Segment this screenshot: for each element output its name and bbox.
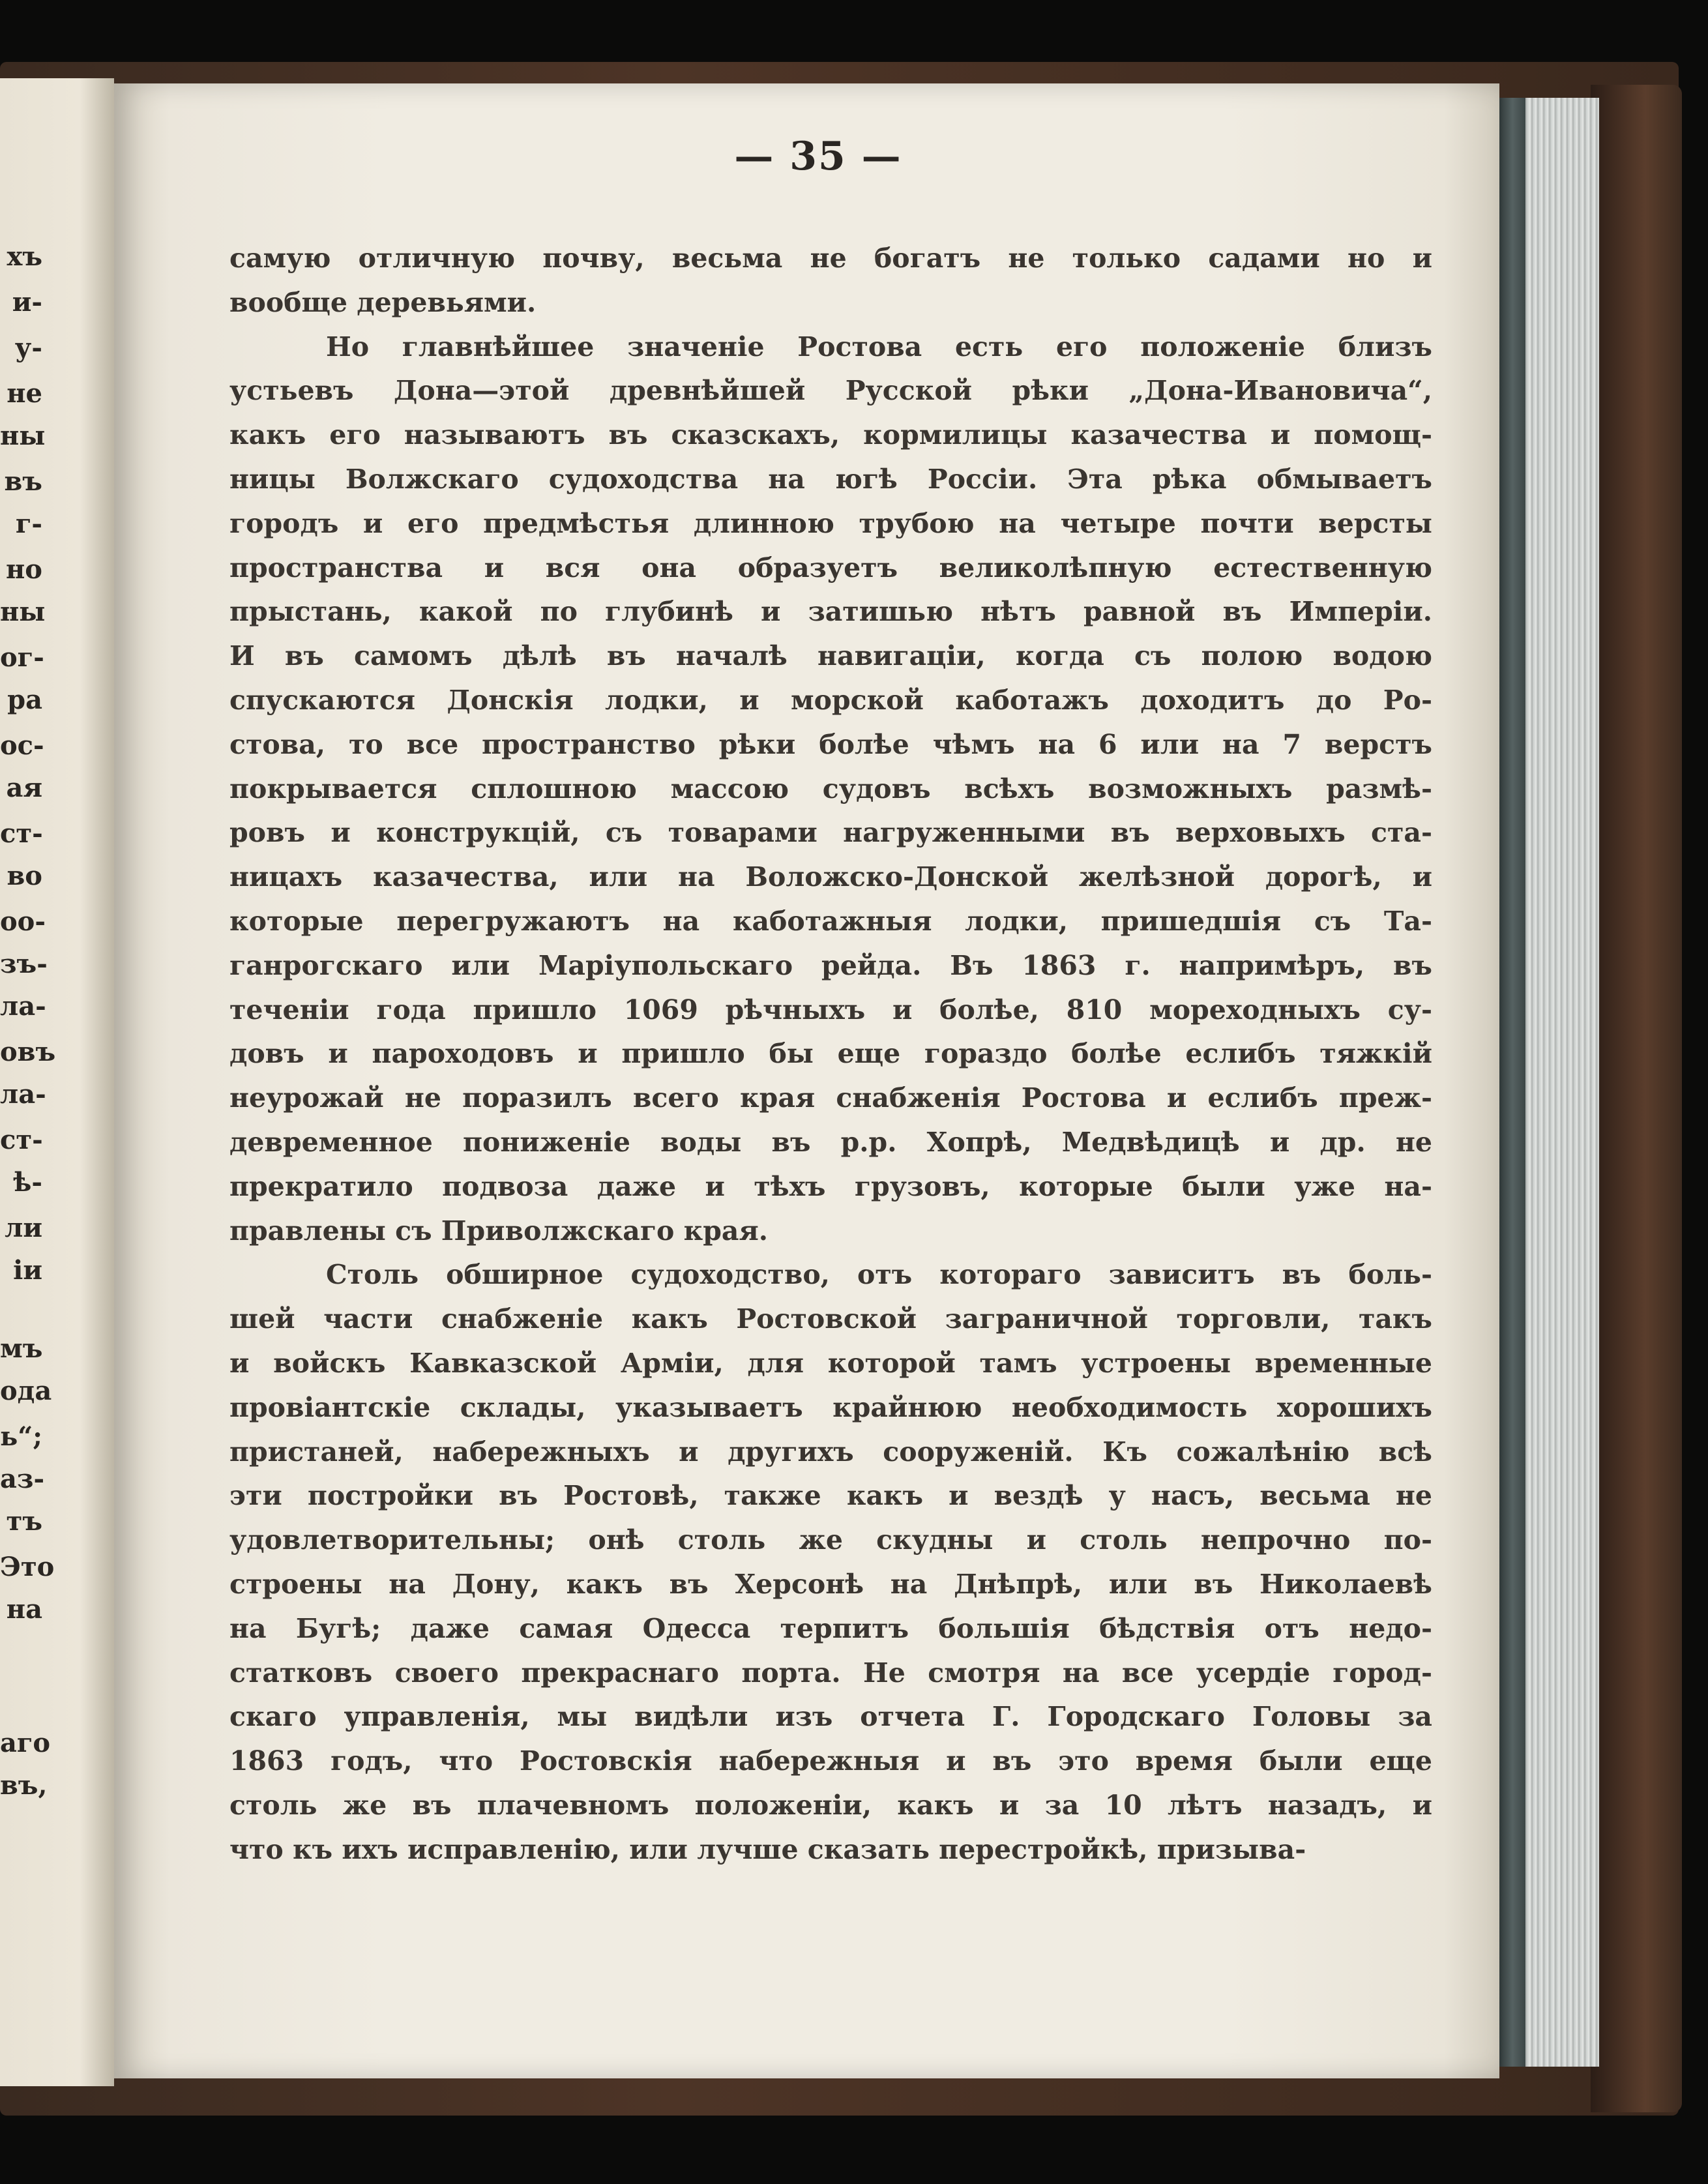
previous-page-line-fragment: мъ xyxy=(0,1333,43,1364)
previous-page-fragment xyxy=(0,78,114,2086)
previous-page-line-fragment: аз- xyxy=(0,1464,45,1494)
text-line: девременное пониженіе воды въ р.р. Хопрѣ, Медвѣдицѣ и др. не xyxy=(229,1127,1432,1158)
text-line: Но главнѣйшее значеніе Ростова есть его положеніе близъ xyxy=(326,331,1432,362)
text-line: и войскъ Кавказской Арміи, для которой тамъ устроены временные xyxy=(229,1348,1432,1379)
text-line: прыстань, какой по глубинѣ и затишью нѣтъ равной въ Имперіи. xyxy=(229,596,1432,627)
previous-page-line-fragment: но xyxy=(6,554,42,585)
text-line: вообще деревьями. xyxy=(229,287,537,318)
previous-page-line-fragment: ода xyxy=(0,1376,52,1406)
text-line: статковъ своего прекраснаго порта. Не смотря на все усердіе город- xyxy=(229,1657,1432,1689)
previous-page-line-fragment: ла- xyxy=(0,1079,46,1110)
previous-page-line-fragment: ь“; xyxy=(0,1421,42,1452)
previous-page-line-fragment: въ, xyxy=(0,1770,48,1801)
previous-page-line-fragment: ст- xyxy=(0,1125,43,1155)
text-line: ровъ и конструкцій, съ товарами нагруженными въ верховыхъ ста- xyxy=(229,817,1432,848)
text-line: теченіи года пришло 1069 рѣчныхъ и болѣе, 810 мореходныхъ су- xyxy=(229,994,1432,1026)
previous-page-line-fragment: ны xyxy=(0,597,46,627)
page-number: — 35 — xyxy=(734,134,902,179)
previous-page-line-fragment: ая xyxy=(6,773,42,803)
text-line: что къ ихъ исправленію, или лучше сказать перестройкѣ, призыва- xyxy=(229,1834,1306,1865)
text-line: пристаней, набережныхъ и другихъ сооруженій. Къ сожалѣнію всѣ xyxy=(229,1436,1432,1468)
previous-page-line-fragment: зъ- xyxy=(0,949,48,979)
text-line: на Бугѣ; даже самая Одесса терпитъ большія бѣдствія отъ недо- xyxy=(229,1613,1432,1644)
previous-page-line-fragment: ла- xyxy=(0,991,46,1022)
text-line: 1863 годъ, что Ростовскія набережныя и въ это время были еще xyxy=(229,1745,1432,1777)
page-edge-shadow xyxy=(1499,98,1525,2067)
text-line: эти постройки въ Ростовѣ, также какъ и вездѣ у насъ, весьма не xyxy=(229,1480,1432,1511)
text-line: правлены съ Приволжскаго края. xyxy=(229,1215,769,1247)
previous-page-line-fragment: оо- xyxy=(0,906,46,937)
text-line: покрывается сплошною массою судовъ всѣхъ возможныхъ размѣ- xyxy=(229,773,1432,804)
previous-page-line-fragment: ли xyxy=(5,1213,42,1243)
text-line: строены на Дону, какъ въ Херсонѣ на Днѣпрѣ, или въ Николаевѣ xyxy=(229,1569,1432,1600)
text-line: какъ его называютъ въ сказскахъ, кормилицы казачества и помощ- xyxy=(229,419,1432,450)
text-line: шей части снабженіе какъ Ростовской заграничной торговли, такъ xyxy=(229,1303,1432,1335)
text-line: провіантскіе склады, указываетъ крайнюю необходимость хорошихъ xyxy=(229,1392,1432,1423)
previous-page-line-fragment: Это xyxy=(0,1552,55,1582)
text-line: скаго управленія, мы видѣли изъ отчета Г. Городскаго Головы за xyxy=(229,1701,1432,1732)
previous-page-line-fragment: ра xyxy=(7,685,42,715)
text-line: довъ и пароходовъ и пришло бы еще гораздо болѣе еслибъ тяжкій xyxy=(229,1038,1432,1069)
previous-page-line-fragment: ос- xyxy=(0,730,44,761)
previous-page-line-fragment: ны xyxy=(0,421,46,451)
previous-page-line-fragment: и- xyxy=(12,287,42,317)
previous-page-line-fragment: во xyxy=(7,861,42,891)
text-line: ганрогскаго или Маріупольскаго рейда. Въ 1863 г. напримѣръ, въ xyxy=(229,950,1432,981)
text-line: устьевъ Дона—этой древнѣйшей Русской рѣки „Дона-Ивановича“, xyxy=(229,375,1432,406)
book-cover-edge xyxy=(1591,85,1682,2112)
previous-page-line-fragment: хъ xyxy=(7,241,42,272)
text-line: самую отличную почву, весьма не богатъ не только садами но и xyxy=(229,243,1432,274)
previous-page-line-fragment: въ xyxy=(4,466,42,497)
text-line: которые перегружаютъ на каботажныя лодки, пришедшія съ Та- xyxy=(229,906,1432,937)
previous-page-line-fragment: іи xyxy=(13,1255,42,1286)
text-line: удовлетворительны; онѣ столь же скудны и столь непрочно по- xyxy=(229,1524,1432,1556)
text-line: спускаются Донскія лодки, и морской каботажъ доходитъ до Ро- xyxy=(229,685,1432,716)
previous-page-line-fragment: не xyxy=(7,378,42,409)
text-line: стова, то все пространство рѣки болѣе чѣмъ на 6 или на 7 верстъ xyxy=(229,729,1432,760)
text-line: столь же въ плачевномъ положеніи, какъ и за 10 лѣтъ назадъ, и xyxy=(229,1790,1432,1821)
previous-page-line-fragment: ѣ- xyxy=(13,1167,42,1198)
text-line: ницахъ казачества, или на Воложско-Донской желѣзной дорогѣ, и xyxy=(229,861,1432,893)
previous-page-line-fragment: на xyxy=(6,1594,42,1625)
previous-page-line-fragment: ст- xyxy=(0,818,43,849)
text-line: пространства и вся она образуетъ великолѣпную естественную xyxy=(229,552,1432,583)
text-line: неурожай не поразилъ всего края снабженія Ростова и еслибъ преж- xyxy=(229,1082,1432,1114)
text-line: И въ самомъ дѣлѣ въ началѣ навигаціи, когда съ полою водою xyxy=(229,640,1432,671)
previous-page-line-fragment: г- xyxy=(15,509,42,539)
text-line: городъ и его предмѣстья длинною трубою на четыре почти версты xyxy=(229,508,1432,539)
previous-page-line-fragment: аго xyxy=(0,1728,51,1758)
previous-page-line-fragment: ог- xyxy=(0,642,44,673)
text-line: ницы Волжскаго судоходства на югѣ Россіи. Эта рѣка обмываетъ xyxy=(229,464,1432,495)
previous-page-line-fragment: овъ xyxy=(0,1037,56,1067)
text-line: прекратило подвоза даже и тѣхъ грузовъ, которые были уже на- xyxy=(229,1171,1432,1202)
previous-page-line-fragment: тъ xyxy=(6,1506,42,1537)
text-line: Столь обширное судоходство, отъ котораго зависитъ въ боль- xyxy=(326,1259,1432,1290)
previous-page-line-fragment: у- xyxy=(14,332,42,363)
